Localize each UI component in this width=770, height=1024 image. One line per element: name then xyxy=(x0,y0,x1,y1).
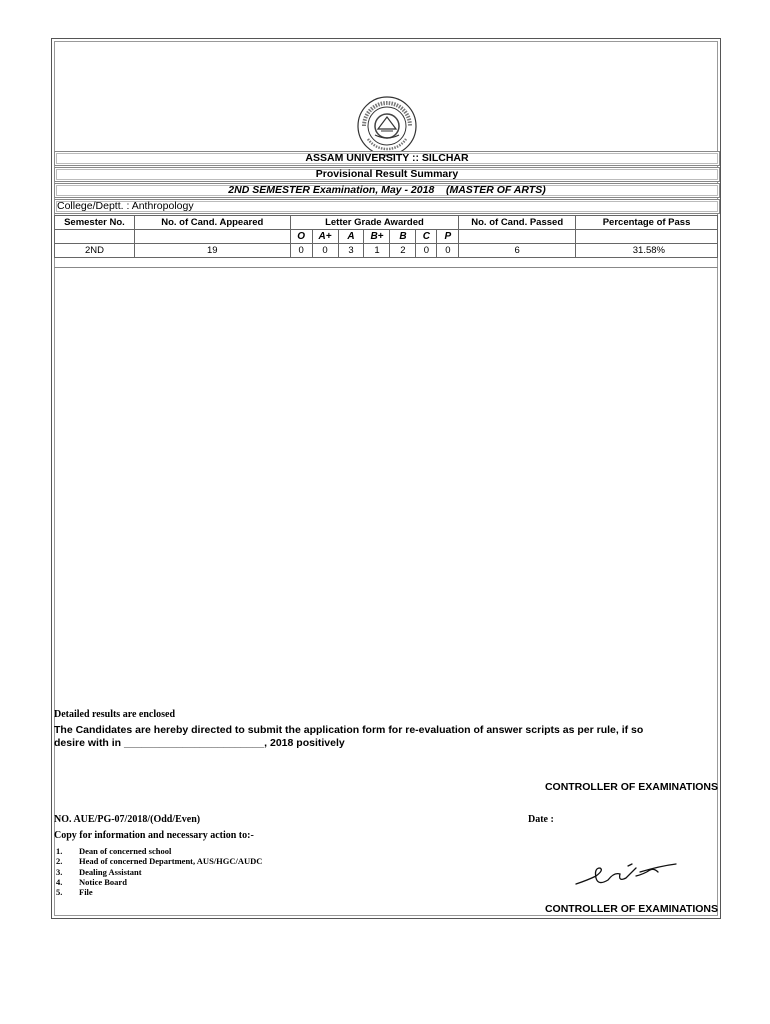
col-passed: No. of Cand. Passed xyxy=(459,216,576,230)
grade-value: 0 xyxy=(312,244,338,258)
percentage-value: 31.58% xyxy=(576,244,718,258)
copy-heading: Copy for information and necessary action to:- xyxy=(54,830,254,841)
summary-title: Provisional Result Summary xyxy=(54,167,720,182)
university-seal-logo xyxy=(356,95,418,157)
signature xyxy=(574,858,678,890)
enclosed-note: Detailed results are enclosed xyxy=(54,709,176,720)
grade-label: O xyxy=(290,230,312,244)
passed-value: 6 xyxy=(459,244,576,258)
grade-label: A xyxy=(338,230,364,244)
semester-value: 2ND xyxy=(55,244,135,258)
grade-value: 0 xyxy=(437,244,459,258)
col-appeared: No. of Cand. Appeared xyxy=(134,216,290,230)
date-label: Date : xyxy=(528,814,554,825)
grade-label: P xyxy=(437,230,459,244)
exam-title: 2ND SEMESTER Examination, May - 2018 (MASTER OF ARTS) xyxy=(54,183,720,198)
list-item: 2. Head of concerned Department, AUS/HGC/AUDC xyxy=(56,856,263,867)
copy-list xyxy=(56,846,262,897)
col-grades: Letter Grade Awarded xyxy=(290,216,459,230)
grade-label-row xyxy=(55,230,718,244)
controller-title-signature: CONTROLLER OF EXAMINATIONS xyxy=(544,903,718,915)
col-percentage: Percentage of Pass xyxy=(576,216,718,230)
result-table xyxy=(54,215,718,258)
list-item: 4. Notice Board xyxy=(56,876,127,887)
university-name: ASSAM UNIVERSITY :: SILCHAR xyxy=(54,151,720,166)
grade-label: A+ xyxy=(312,230,338,244)
grade-value: 2 xyxy=(390,244,416,258)
list-item: 1. Dean of concerned school xyxy=(56,846,172,856)
grade-label: B xyxy=(390,230,416,244)
table-header-row xyxy=(55,216,718,230)
directive-line-1: The Candidates are hereby directed to submit the application form for re-evaluation of answer scripts as per rule, if so xyxy=(54,724,644,736)
grade-value: 0 xyxy=(416,244,437,258)
college-dept: College/Deptt. : Anthropology xyxy=(54,199,720,214)
directive-line-2: desire with in ________________________, 2018 positively xyxy=(54,737,345,749)
col-semester: Semester No. xyxy=(55,216,135,230)
list-item: 3. Dealing Assistant xyxy=(56,866,142,877)
reference-number: NO. AUE/PG-07/2018/(Odd/Even) xyxy=(54,814,201,825)
grade-value: 1 xyxy=(364,244,390,258)
appeared-value: 19 xyxy=(134,244,290,258)
grade-label: C xyxy=(416,230,437,244)
controller-title: CONTROLLER OF EXAMINATIONS xyxy=(544,781,718,793)
grade-label: B+ xyxy=(364,230,390,244)
table-row xyxy=(55,244,718,258)
list-item: 5. File xyxy=(56,887,93,898)
grade-value: 0 xyxy=(290,244,312,258)
grade-value: 3 xyxy=(338,244,364,258)
